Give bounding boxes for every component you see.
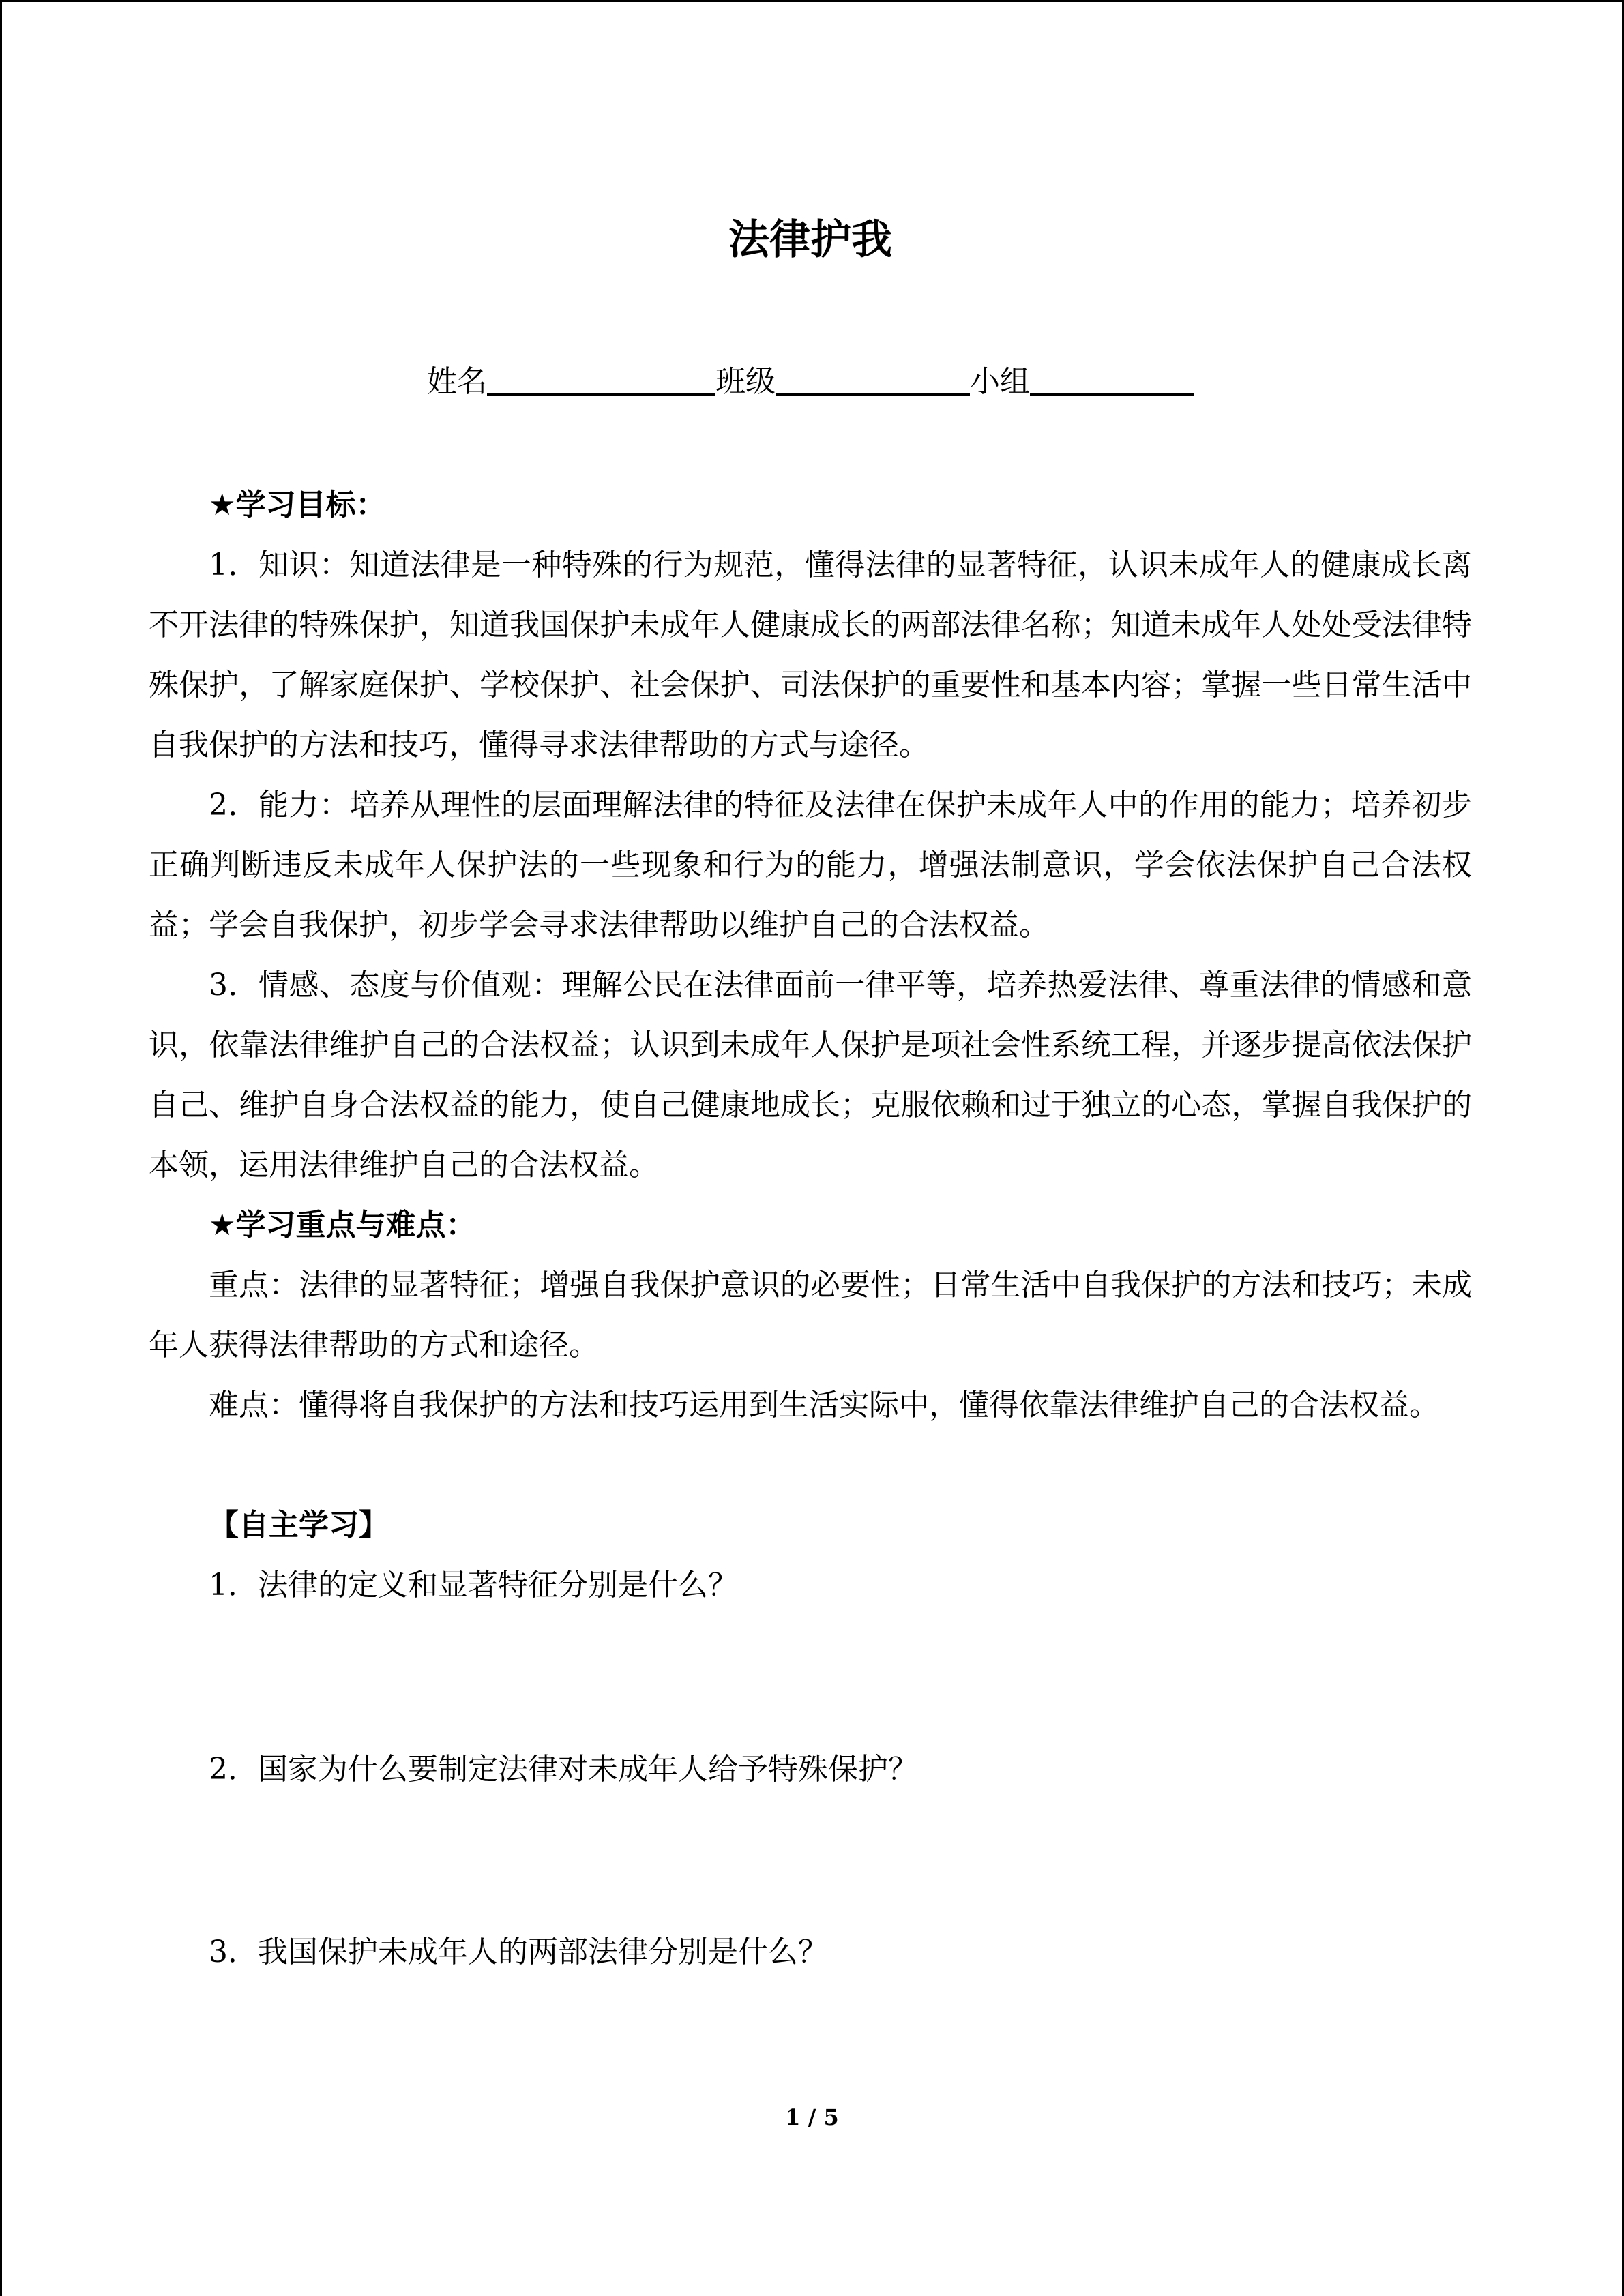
objective-attitude: 3．情感、态度与价值观：理解公民在法律面前一律平等，培养热爱法律、尊重法律的情感和意识，依靠法律维护自己的合法权益；认识到未成年人保护是项社会性系统工程，并逐步提高依法保护自己、维护自身合法权益的能力，使自己健康地成长；克服依赖和过于独立的心态，掌握自我保护的本领，运用法律维护自己的合法权益。 [149,968,1472,1182]
answer-space-1[interactable] [149,1615,1472,1740]
student-info-line [149,358,1472,406]
answer-space-2[interactable] [149,1800,1472,1922]
key-points-heading: ★学习重点与难点： [209,1208,476,1242]
group-label: 小组 [970,364,1030,399]
section-spacer [149,1435,1472,1495]
document-body [149,475,1472,1982]
objective-ability: 2．能力：培养从理性的层面理解法律的特征及法律在保护未成年人中的作用的能力；培养初步正确判断违反未成年人保护法的一些现象和行为的能力，增强法制意识，学会依法保护自己合法权益；学会自我保护，初步学会寻求法律帮助以维护自己的合法权益。 [149,788,1472,942]
class-label: 班级 [715,364,776,399]
group-blank[interactable] [1030,359,1194,396]
page-title: 法律护我 [728,216,892,264]
question-3: 3．我国保护未成年人的两部法律分别是什么？ [209,1935,828,1969]
question-1: 1．法律的定义和显著特征分别是什么？ [209,1568,738,1602]
key-point-focus: 重点：法律的显著特征；增强自我保护意识的必要性；日常生活中自我保护的方法和技巧；未成年人获得法律帮助的方式和途径。 [149,1268,1472,1362]
question-2: 2．国家为什么要制定法律对未成年人给予特殊保护？ [209,1752,918,1787]
objective-knowledge: 1．知识：知道法律是一种特殊的行为规范，懂得法律的显著特征，认识未成年人的健康成长离不开法律的特殊保护，知道我国保护未成年人健康成长的两部法律名称；知道未成年人处处受法律特殊保护，了解家庭保护、学校保护、社会保护、司法保护的重要性和基本内容；掌握一些日常生活中自我保护的方法和技巧，懂得寻求法律帮助的方式与途径。 [149,548,1472,762]
name-blank[interactable] [487,359,715,396]
objectives-heading: ★学习目标： [209,488,386,522]
page-number: 1 / 5 [785,2104,839,2130]
self-study-heading: 【自主学习】 [209,1508,389,1542]
name-label: 姓名 [427,364,487,399]
key-point-difficulty: 难点：懂得将自我保护的方法和技巧运用到生活实际中，懂得依靠法律维护自己的合法权益。 [209,1388,1439,1422]
class-blank[interactable] [776,359,970,396]
